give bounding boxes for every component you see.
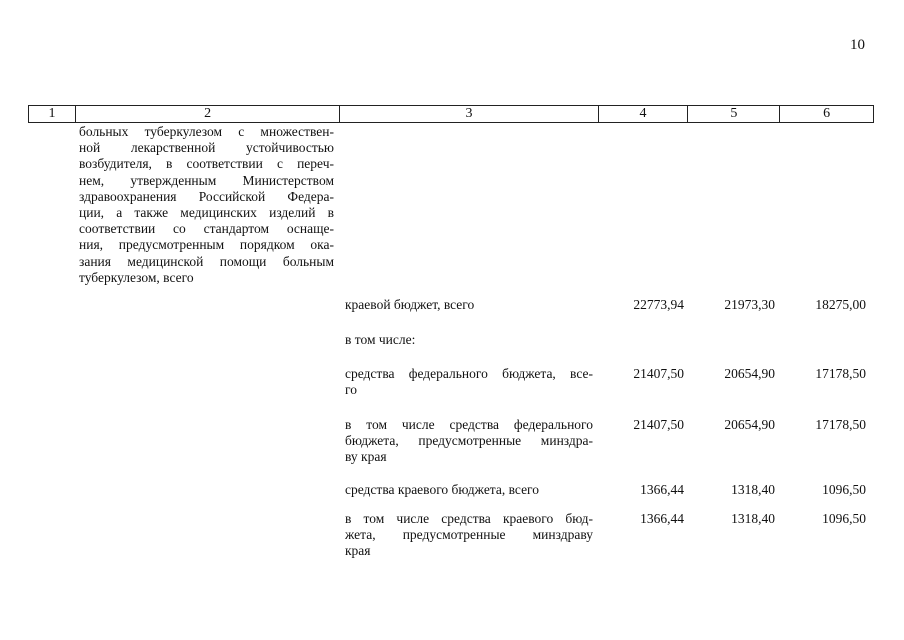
value-col-6: 1096,50 (822, 482, 866, 497)
description-line: зания медицинской помощи больным (79, 253, 334, 269)
description-line: возбудителя, в соответствии с переч- (79, 156, 334, 172)
row-label-line: в том числе средства федерального (345, 417, 593, 432)
column-header-6: 6 (823, 106, 831, 121)
row-label (345, 366, 593, 398)
value-col-4: 1366,44 (640, 482, 684, 497)
value-col-5: 1318,40 (731, 482, 775, 497)
description-line: ной лекарственной устойчивостью (79, 140, 334, 156)
row-label-line: в том числе средства краевого бюд- (345, 511, 593, 526)
value-col-6: 17178,50 (815, 417, 866, 432)
description-line: нем, утвержденным Министерством (79, 172, 334, 188)
row-label-line: бюджета, предусмотренные минздра- (345, 433, 593, 449)
value-col-5: 1318,40 (731, 511, 775, 526)
row-label-line: ву края (345, 449, 387, 465)
value-col-4: 21407,50 (633, 366, 684, 381)
value-col-5: 21973,30 (724, 297, 775, 312)
column-header-5: 5 (688, 106, 780, 122)
value-col-4: 22773,94 (633, 297, 684, 312)
row-label (345, 417, 593, 466)
value-col-5: 20654,90 (724, 366, 775, 381)
item-description (79, 124, 334, 286)
row-label-line: средства краевого бюджета, всего (345, 482, 540, 497)
row-label-line: краевой бюджет, всего (345, 297, 475, 312)
description-line: соответствии со стандартом оснаще- (79, 221, 334, 237)
value-col-6: 18275,00 (815, 297, 866, 312)
value-col-4: 21407,50 (633, 417, 684, 432)
value-col-5: 20654,90 (724, 417, 775, 432)
column-header-3: 3 (340, 106, 598, 122)
row-label-line: в том числе: (345, 332, 416, 347)
description-line: ния, предусмотренным порядком ока- (79, 237, 334, 253)
column-header-2: 2 (76, 106, 340, 122)
description-line: больных туберкулезом с множествен- (79, 124, 334, 139)
column-header-1: 1 (29, 106, 76, 122)
table-header-row (28, 105, 874, 123)
row-label-line: средства федерального бюджета, все- (345, 366, 593, 381)
column-header-4: 4 (599, 106, 689, 122)
row-label (345, 332, 593, 348)
value-col-6: 17178,50 (815, 366, 866, 381)
row-label (345, 297, 593, 313)
row-label (345, 511, 593, 560)
value-col-6: 1096,50 (822, 511, 866, 526)
row-label-line: края (345, 543, 371, 559)
row-label (345, 482, 593, 498)
page-number: 10 (850, 37, 865, 53)
value-col-4: 1366,44 (640, 511, 684, 526)
row-label-line: го (345, 382, 357, 398)
description-line: ции, а также медицинских изделий в (79, 205, 334, 221)
description-line: здравоохранения Российской Федера- (79, 188, 334, 204)
row-label-line: жета, предусмотренные минздраву (345, 527, 593, 543)
description-line: туберкулезом, всего (79, 269, 194, 285)
